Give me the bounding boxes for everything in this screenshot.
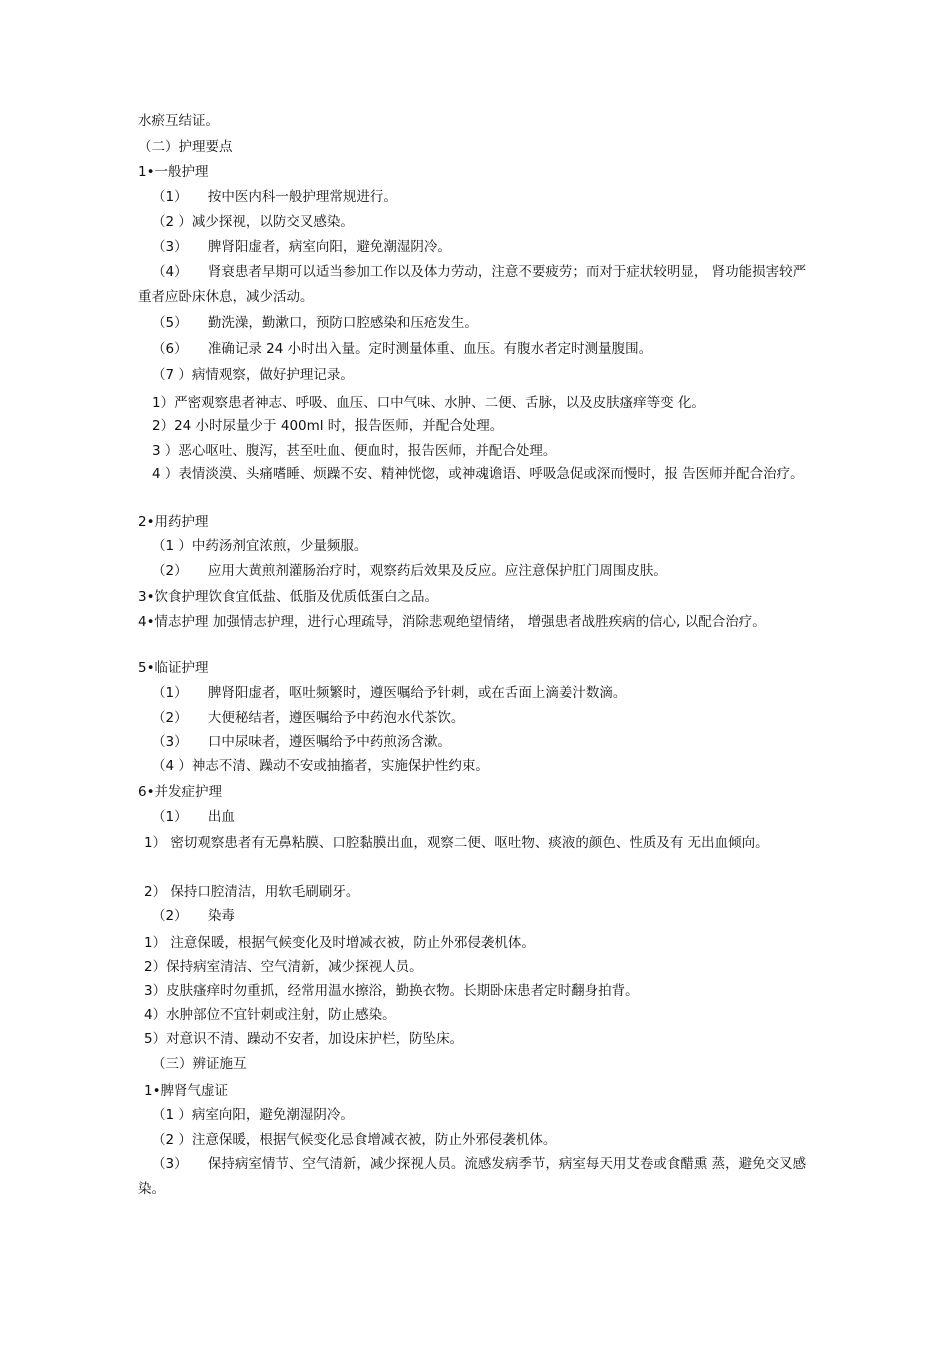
symptom-item-1: （1） 脾肾阳虚者，呕吐频繁时，遵医嘱给予针刺，或在舌面上滴姜汁数滴。	[152, 685, 627, 701]
medication-item-2: （2） 应用大黄煎剂灌肠治疗时，观察药后效果及反应。应注意保护肛门周围皮肤。	[152, 563, 667, 579]
observation-1: 1）严密观察患者神志、呼吸、血压、口中气味、水肿、二便、舌脉，以及皮肤瘙痒等变 化。	[152, 395, 705, 411]
bleeding-item-2: 2） 保持口腔清洁，用软毛刷刷牙。	[144, 884, 360, 900]
symptom-item-4: （4 ）神志不清、躁动不安或抽搐者，实施保护性约束。	[152, 758, 489, 774]
section-2-title: （二）护理要点	[138, 139, 233, 155]
general-item-1: （1） 按中医内科一般护理常规进行。	[152, 189, 397, 205]
section-3-title: （三）辨证施互	[152, 1056, 247, 1072]
symptom-item-3: （3） 口中尿味者，遵医嘱给予中药煎汤含漱。	[152, 734, 451, 750]
general-care-heading: 1•一般护理	[138, 164, 209, 180]
poison-item-5: 5）对意识不清、躁动不安者，加设床护栏，防坠床。	[144, 1031, 464, 1047]
continuation-text: 水瘀互结证。	[138, 113, 219, 129]
spleen-item-3: （3） 保持病室情节、空气清新，减少探视人员。流感发病季节，病室每天用艾卷或食醋熏 蒸，避免交叉感染。	[138, 1156, 807, 1197]
bleeding-item-1: 1） 密切观察患者有无鼻粘膜、口腔黏膜出血，观察二便、呕吐物、痰液的颜色、性质及有 无出血倾向。	[144, 835, 769, 851]
symptom-item-2: （2） 大便秘结者，遵医嘱给予中药泡水代茶饮。	[152, 710, 465, 726]
general-item-2: （2 ）减少探视，以防交叉感染。	[152, 214, 354, 230]
diet-care: 3•饮食护理饮食宜低盐、低脂及优质低蛋白之品。	[138, 589, 439, 605]
observation-2: 2）24 小时尿量少于 400ml 时，报告医师，并配合处理。	[152, 418, 504, 434]
observation-3: 3 ）恶心呕吐、腹泻，甚至吐血、便血时，报告医师，并配合处理。	[152, 443, 557, 459]
spleen-item-2: （2 ）注意保暖，根据气候变化忌食增减衣被，防止外邪侵袭机体。	[152, 1132, 557, 1148]
poison-item-4: 4）水肿部位不宜针刺或注射，防止感染。	[144, 1007, 396, 1023]
medication-heading: 2•用药护理	[138, 514, 209, 530]
poison-title: （2） 染毒	[152, 908, 235, 924]
emotion-care: 4•情志护理 加强情志护理，进行心理疏导，消除悲观绝望情绪， 增强患者战胜疾病的信心, 以配合治疗。	[138, 614, 766, 630]
complication-heading: 6•并发症护理	[138, 784, 223, 800]
symptom-heading: 5•临证护理	[138, 660, 209, 676]
poison-item-2: 2）保持病室清洁、空气清新，减少探视人员。	[144, 959, 423, 975]
general-item-7: （7 ）病情观察，做好护理记录。	[152, 367, 354, 383]
general-item-4: （4） 肾衰患者早期可以适当参加工作以及体力劳动，注意不要疲劳；而对于症状较明显， 肾功能损害较严重者应卧床休息，减少活动。	[138, 264, 807, 305]
general-item-5: （5） 勤洗澡，勤漱口，预防口腔感染和压疮发生。	[152, 315, 478, 331]
general-item-3: （3） 脾肾阳虚者，病室向阳，避免潮湿阴冷。	[152, 239, 451, 255]
bleeding-title: （1） 出血	[152, 809, 235, 825]
poison-item-3: 3）皮肤瘙痒时勿重抓，经常用温水擦浴，勤换衣物。长期卧床患者定时翻身拍背。	[144, 983, 639, 999]
poison-item-1: 1） 注意保暖，根据气候变化及时增减衣被，防止外邪侵袭机体。	[144, 935, 535, 951]
observation-4: 4 ）表情淡漠、头痛嗜睡、烦躁不安、精神恍惚，或神魂谵语、呼吸急促或深而慢时，报 告医师并配合治疗。	[152, 466, 804, 482]
general-item-6: （6） 准确记录 24 小时出入量。定时测量体重、血压。有腹水者定时测量腹围。	[152, 341, 653, 357]
spleen-item-1: （1 ）病室向阳，避免潮湿阴冷。	[152, 1107, 354, 1123]
spleen-heading: 1•脾肾气虚证	[144, 1083, 229, 1099]
medication-item-1: （1 ）中药汤剂宜浓煎，少量频服。	[152, 538, 368, 554]
